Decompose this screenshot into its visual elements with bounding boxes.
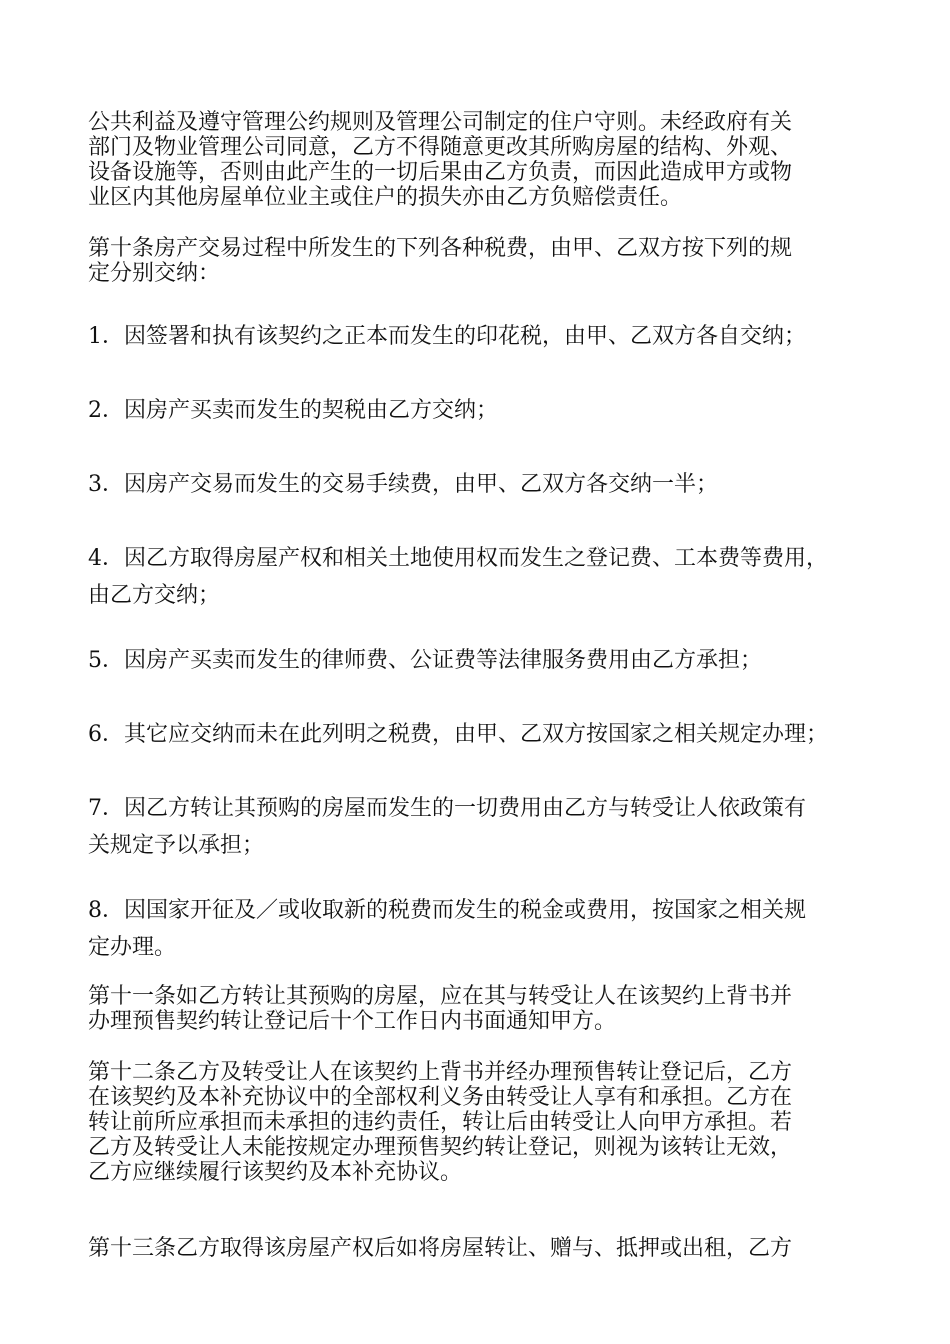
list-item-7: 7．因乙方转让其预购的房屋而发生的一切费用由乙方与转受让人依政策有 关规定予以承担； [88,796,806,858]
paragraph-article-11: 第十一条如乙方转让其预购的房屋，应在其与转受让人在该契约上背书并 办理预售契约转让登记后十个工作日内书面通知甲方。 [88,984,793,1034]
list-item-5: 5．因房产买卖而发生的律师费、公证费等法律服务费用由乙方承担； [88,648,762,673]
list-item-1: 1．因签署和执有该契约之正本而发生的印花税，由甲、乙双方各自交纳； [88,324,806,349]
paragraph-public-interest: 公共利益及遵守管理公约规则及管理公司制定的住户守则。未经政府有关 部门及物业管理公司同意，乙方不得随意更改其所购房屋的结构、外观、 设备设施等，否则由此产生的一切后果由乙方负责，而因此造成甲方或物 业区内其他房屋单位业主或住户的损失亦由乙方负赔偿责任。 [88,110,793,210]
paragraph-article-10: 第十条房产交易过程中所发生的下列各种税费，由甲、乙双方按下列的规 定分别交纳： [88,236,793,286]
list-item-6: 6．其它应交纳而未在此列明之税费，由甲、乙双方按国家之相关规定办理； [88,722,828,747]
list-item-4: 4．因乙方取得房屋产权和相关土地使用权而发生之登记费、工本费等费用， 由乙方交纳； [88,546,828,608]
list-item-8: 8．因国家开征及／或收取新的税费而发生的税金或费用，按国家之相关规 定办理。 [88,898,806,960]
list-item-3: 3．因房产交易而发生的交易手续费，由甲、乙双方各交纳一半； [88,472,718,497]
paragraph-article-13: 第十三条乙方取得该房屋产权后如将房屋转让、赠与、抵押或出租，乙方 [88,1236,793,1261]
list-item-2: 2．因房产买卖而发生的契税由乙方交纳； [88,398,498,423]
paragraph-article-12: 第十二条乙方及转受让人在该契约上背书并经办理预售转让登记后，乙方 在该契约及本补充协议中的全部权利义务由转受让人享有和承担。乙方在 转让前所应承担而未承担的违约责任，转让后由转受让人向甲方承担。若 乙方及转受让人未能按规定办理预售契约转让登记，则视为该转让无效， 乙方应继续履行该契约及本补充协议。 [88,1060,793,1185]
